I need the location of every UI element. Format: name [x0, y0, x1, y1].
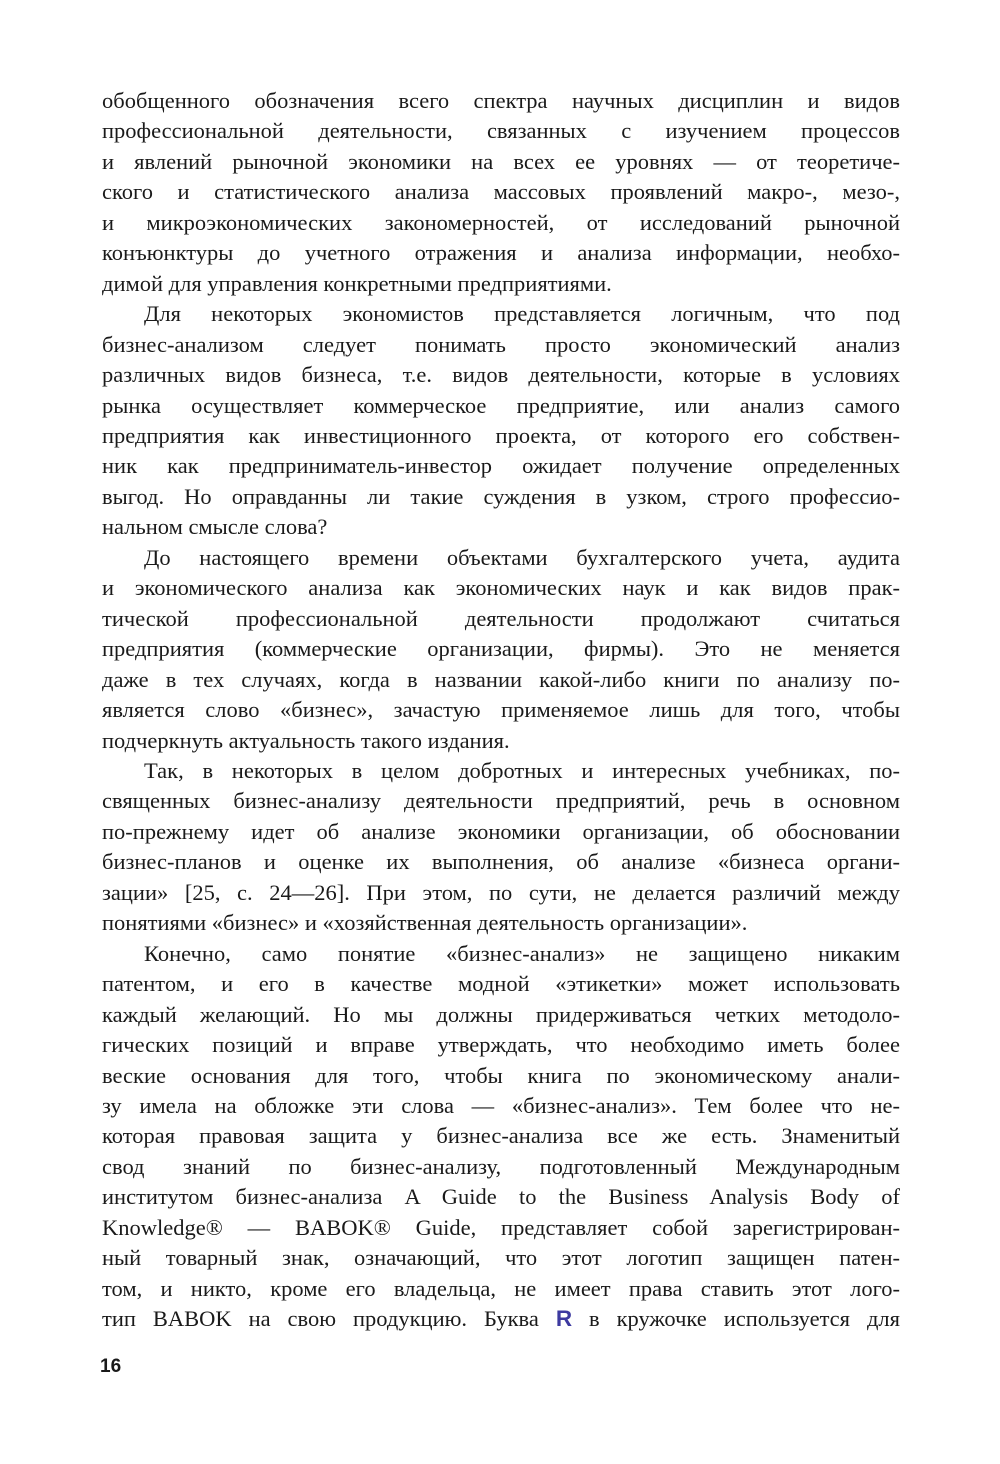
text-line: нальном смысле слова?	[102, 514, 328, 540]
text-segment: тип BABOK на свою продукцию. Буква	[102, 1306, 556, 1332]
text-line: Конечно, само понятие «бизнес-анализ» не защищено никаким	[144, 940, 900, 966]
text-line: зу имела на обложке эти слова — «бизнес-анализ». Тем более что не-	[102, 1092, 900, 1118]
text-line: различных видов бизнеса, т.е. видов деятельности, которые в условиях	[102, 362, 900, 388]
text-line: каждый желающий. Но мы должны придерживаться четких методоло-	[102, 1001, 900, 1027]
paragraph-1	[102, 86, 900, 299]
text-line: До настоящего времени объектами бухгалтерского учета, аудита	[144, 544, 900, 570]
text-line: профессиональной деятельности, связанных с изучением процессов	[102, 118, 900, 144]
text-line: рынка осуществляет коммерческое предприятие, или анализ самого	[102, 392, 900, 418]
page-number: 16	[100, 1356, 122, 1377]
text-line: Knowledge® — BABOK® Guide, представляет собой зарегистрирован-	[102, 1214, 900, 1240]
text-line: предприятия как инвестиционного проекта, от которого его собствен-	[102, 422, 900, 448]
text-line: димой для управления конкретными предприятиями.	[102, 270, 612, 296]
text-line: обобщенного обозначения всего спектра научных дисциплин и видов	[102, 88, 900, 113]
text-segment: в кружочке используется для	[572, 1306, 900, 1332]
text-line: подчеркнуть актуальность такого издания.	[102, 727, 510, 753]
text-line: веские основания для того, чтобы книга по экономическому анали-	[102, 1062, 900, 1088]
text-line: Для некоторых экономистов представляется логичным, что под	[144, 301, 900, 327]
paragraph-4	[102, 756, 900, 939]
text-line: выгод. Но оправданны ли такие суждения в узком, строго профессио-	[102, 483, 900, 509]
text-line: бизнес-анализом следует понимать просто экономический анализ	[102, 331, 900, 357]
text-line: бизнес-планов и оценке их выполнения, об анализе «бизнеса органи-	[102, 849, 900, 875]
text-line: гических позиций и вправе утверждать, что необходимо иметь более	[102, 1032, 900, 1058]
text-line: священных бизнес-анализу деятельности предприятий, речь в основном	[102, 788, 900, 814]
text-line: институтом бизнес-анализа A Guide to the Business Analysis Body of	[102, 1184, 900, 1210]
text-line: патентом, и его в качестве модной «этикетки» может использовать	[102, 971, 900, 997]
paragraph-5	[102, 939, 900, 1335]
text-line: предприятия (коммерческие организации, фирмы). Это не меняется	[102, 636, 900, 662]
text-line: свод знаний по бизнес-анализу, подготовленный Международным	[102, 1153, 900, 1179]
text-line: том, и никто, кроме его владельца, не имеет права ставить этот лого-	[102, 1275, 900, 1301]
text-line: зации» [25, с. 24—26]. При этом, по сути, не делается различий между	[102, 879, 900, 905]
text-line: по-прежнему идет об анализе экономики организации, об обосновании	[102, 818, 900, 844]
text-line: ского и статистического анализа массовых проявлений макро-, мезо-,	[102, 179, 900, 205]
text-line: конъюнктуры до учетного отражения и анализа информации, необхо-	[102, 240, 900, 266]
text-line: ник как предприниматель-инвестор ожидает получение определенных	[102, 453, 900, 479]
page-body	[102, 86, 900, 1335]
text-line: и экономического анализа как экономических наук и как видов прак-	[102, 575, 900, 601]
text-line-final	[102, 1304, 900, 1334]
text-line: тической профессиональной деятельности продолжают считаться	[102, 605, 900, 631]
paragraph-3	[102, 543, 900, 756]
text-line: является слово «бизнес», зачастую применяемое лишь для того, чтобы	[102, 697, 900, 723]
text-line: и микроэкономических закономерностей, от исследований рыночной	[102, 209, 900, 235]
emphasized-letter: R	[555, 1306, 573, 1332]
text-line: которая правовая защита у бизнес-анализа все же есть. Знаменитый	[102, 1123, 900, 1149]
text-line: Так, в некоторых в целом добротных и интересных учебниках, по-	[144, 757, 900, 783]
text-line: даже в тех случаях, когда в названии какой-либо книги по анализу по-	[102, 666, 900, 692]
paragraph-2	[102, 299, 900, 543]
text-line: ный товарный знак, означающий, что этот логотип защищен патен-	[102, 1245, 900, 1271]
text-line: и явлений рыночной экономики на всех ее уровнях — от теоретиче-	[102, 148, 900, 174]
text-line: понятиями «бизнес» и «хозяйственная деятельность организации».	[102, 910, 748, 936]
